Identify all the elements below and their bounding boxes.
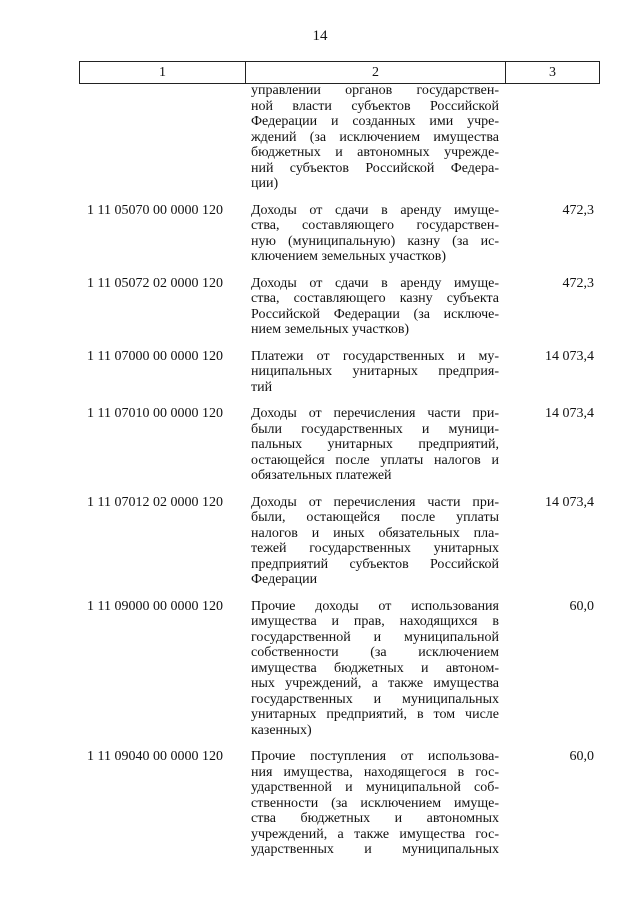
- table-header-col-3: 3: [549, 64, 556, 80]
- name-line: Федерации: [251, 572, 318, 587]
- name-line: ниципальных унитарных предприя-: [251, 364, 499, 379]
- name-line: были государственных и муници-: [251, 421, 499, 437]
- name-cell: [245, 83, 505, 192]
- name-line: ключением земельных участков): [251, 249, 447, 264]
- name-line: Доходы от сдачи в аренду имуще-: [251, 202, 499, 218]
- name-line: управлении органов государствен-: [251, 83, 499, 98]
- code-cell: [79, 83, 245, 192]
- name-line: ства бюджетных и автономных: [251, 811, 499, 826]
- name-line: имущества бюджетных и автоном-: [251, 660, 499, 676]
- name-line: тежей государственных унитарных: [251, 541, 499, 556]
- name-line: ства, составляющего государствен-: [251, 218, 499, 233]
- name-line: нием земельных участков): [251, 322, 410, 337]
- name-line: ждений (за исключением имущества: [251, 129, 499, 145]
- name-line: имущества и прав, находящихся в: [251, 614, 499, 629]
- name-line: ний субъектов Российской Федера-: [251, 160, 499, 176]
- code-cell: 1 11 05070 00 0000 120: [87, 202, 223, 218]
- name-line: Прочие доходы от использования: [251, 598, 499, 614]
- name-line: ции): [251, 176, 279, 191]
- code-cell: 1 11 09000 00 0000 120: [87, 598, 223, 614]
- name-line: Доходы от перечисления части при-: [251, 406, 499, 421]
- page-number: 14: [312, 28, 328, 44]
- name-line: унитарных предприятий, в том числе: [251, 707, 499, 722]
- name-line: государственных и муниципальных: [251, 691, 499, 707]
- value-cell: 14 073,4: [545, 494, 594, 510]
- code-cell: 1 11 07010 00 0000 120: [87, 406, 223, 421]
- table-header: [79, 61, 600, 84]
- name-cell: [245, 276, 505, 338]
- name-line: Федерации и созданных ими учре-: [251, 114, 499, 129]
- value-cell: 472,3: [562, 202, 594, 218]
- name-line: ударственных и муниципальных: [251, 842, 499, 857]
- value-cell: 60,0: [569, 598, 594, 614]
- value-cell: 60,0: [569, 749, 594, 764]
- name-line: учреждений, а также имущества гос-: [251, 826, 499, 842]
- table-row-continuation: [79, 83, 600, 192]
- name-line: Доходы от сдачи в аренду имуще-: [251, 275, 499, 291]
- name-line: ударственной и муниципальной соб-: [251, 780, 499, 795]
- table-row: [79, 276, 600, 338]
- value-cell: [505, 83, 600, 192]
- name-line: предприятий субъектов Российской: [251, 556, 499, 572]
- name-line: казенных): [251, 722, 312, 738]
- name-line: Прочие поступления от использова-: [251, 749, 499, 764]
- name-line: ных учреждений, а также имущества: [251, 676, 499, 691]
- name-line: остающейся после уплаты налогов и: [251, 452, 499, 468]
- name-line: налогов и иных обязательных пла-: [251, 525, 499, 541]
- name-line: обязательных платежей: [251, 468, 392, 483]
- table-row: [79, 406, 600, 484]
- code-cell: 1 11 09040 00 0000 120: [87, 749, 223, 764]
- name-line: ной власти субъектов Российской: [251, 98, 499, 114]
- code-cell: 1 11 07012 02 0000 120: [87, 494, 223, 510]
- table-header-col-2: 2: [246, 62, 506, 83]
- name-line: тий: [251, 379, 273, 395]
- code-cell: 1 11 07000 00 0000 120: [87, 348, 223, 364]
- name-line: пальных унитарных предприятий,: [251, 437, 499, 452]
- name-cell: [245, 599, 505, 739]
- name-line: собственности (за исключением: [251, 645, 499, 660]
- name-line: Платежи от государственных и му-: [251, 348, 499, 364]
- code-cell: 1 11 05072 02 0000 120: [87, 275, 223, 291]
- name-line: ства, составляющего казну субъекта: [251, 291, 499, 306]
- table-row: [79, 599, 600, 739]
- value-cell: 14 073,4: [545, 348, 594, 364]
- table-body: [79, 83, 600, 858]
- table-row: [79, 349, 600, 396]
- name-line: государственной и муниципальной: [251, 629, 499, 645]
- name-cell: [245, 749, 505, 858]
- table-header-col-1: 1: [80, 62, 246, 83]
- name-cell: [245, 406, 505, 484]
- table-row: [79, 495, 600, 588]
- value-cell: 472,3: [562, 275, 594, 291]
- name-line: ную (муниципальную) казну (за ис-: [251, 233, 499, 249]
- name-line: ния имущества, находящегося в гос-: [251, 764, 499, 780]
- name-line: Доходы от перечисления части при-: [251, 494, 499, 510]
- name-line: бюджетных и автономных учрежде-: [251, 145, 499, 160]
- name-cell: [245, 349, 505, 396]
- name-line: были, остающейся после уплаты: [251, 510, 499, 525]
- name-line: Российской Федерации (за исключе-: [251, 306, 499, 322]
- value-cell: 14 073,4: [545, 406, 594, 421]
- table-row: [79, 203, 600, 265]
- table-row: [79, 749, 600, 858]
- name-line: ственности (за исключением имуще-: [251, 795, 499, 811]
- name-cell: [245, 203, 505, 265]
- name-cell: [245, 495, 505, 588]
